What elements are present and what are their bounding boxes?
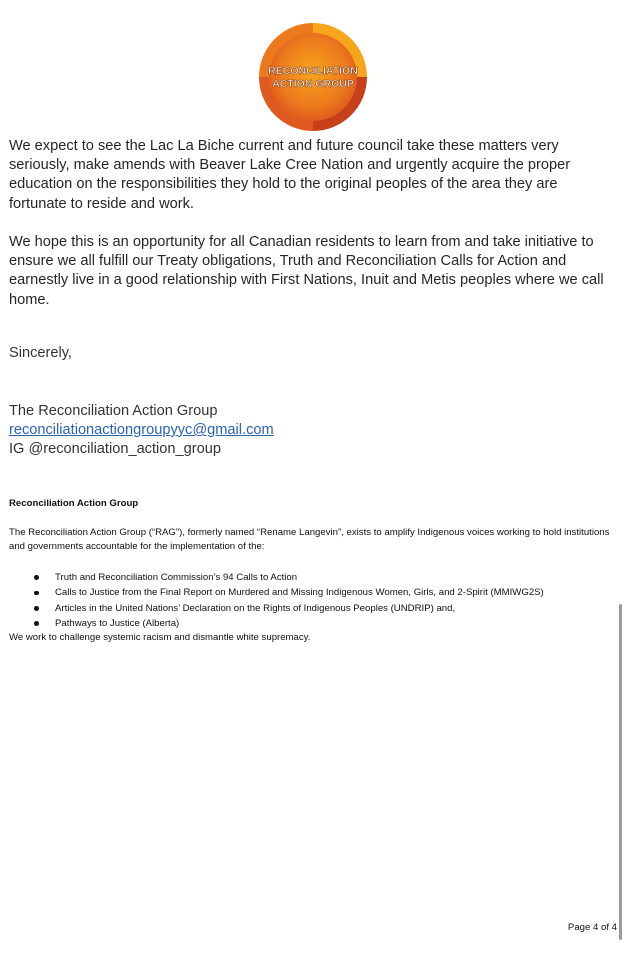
letter-paragraph-1: We expect to see the Lac La Biche current and future council take these matters very seriously, make amends with Beaver Lake Cree Nation and urgently acquire the proper education on the responsibilities they hold to the original peoples of the area they are fortunate to reside and work. (9, 138, 571, 212)
scrollbar[interactable] (619, 604, 622, 940)
bullet-icon (34, 575, 39, 580)
bullet-text: Calls to Justice from the Final Report on Murdered and Missing Indigenous Women, Girls, and 2-Spirit (MMIWG2S) (55, 587, 544, 599)
letter-closing: Sincerely, (9, 345, 72, 361)
rag-bullet-list (9, 570, 544, 632)
page-number: Page 4 of 4 (567, 922, 617, 933)
list-item (9, 570, 544, 585)
bullet-text: Pathways to Justice (Alberta) (55, 618, 180, 630)
rag-intro: The Reconciliation Action Group (“RAG”), formerly named “Rename Langevin”, exists to amplify Indigenous voices working to hold institutions and governments accountable for the implementation of the: (9, 527, 610, 552)
letter-paragraph-2: We hope this is an opportunity for all Canadian residents to learn from and take initiative to ensure we all fulfill our Treaty obligations, Truth and Reconciliation Calls for Action and earnestly live in a good relationship with First Nations, Inuit and Metis peoples where we call home. (9, 234, 604, 308)
rag-closing-statement: We work to challenge systemic racism and dismantle white supremacy. (9, 632, 311, 643)
signature-instagram: IG @reconciliation_action_group (9, 441, 221, 457)
bullet-icon (34, 621, 39, 626)
logo-text-line2: ACTION GROUP (272, 78, 354, 90)
bullet-text: Articles in the United Nations’ Declaration on the Rights of Indigenous Peoples (UNDRIP) and, (55, 602, 456, 614)
signature-email-link[interactable]: reconciliationactiongroupyyc@gmail.com (9, 422, 274, 438)
list-item (9, 616, 544, 631)
logo-text-line1: RECONCILIATION (268, 65, 358, 77)
bullet-text: Truth and Reconciliation Commission’s 94 Calls to Action (55, 572, 298, 583)
list-item (9, 601, 544, 616)
bullet-icon (34, 591, 39, 596)
rag-heading: Reconciliation Action Group (9, 498, 139, 509)
list-item (9, 585, 544, 600)
reconciliation-action-group-logo (258, 22, 368, 132)
signature-name: The Reconciliation Action Group (9, 403, 218, 419)
bullet-icon (34, 606, 39, 611)
logo-emblem (258, 22, 368, 132)
